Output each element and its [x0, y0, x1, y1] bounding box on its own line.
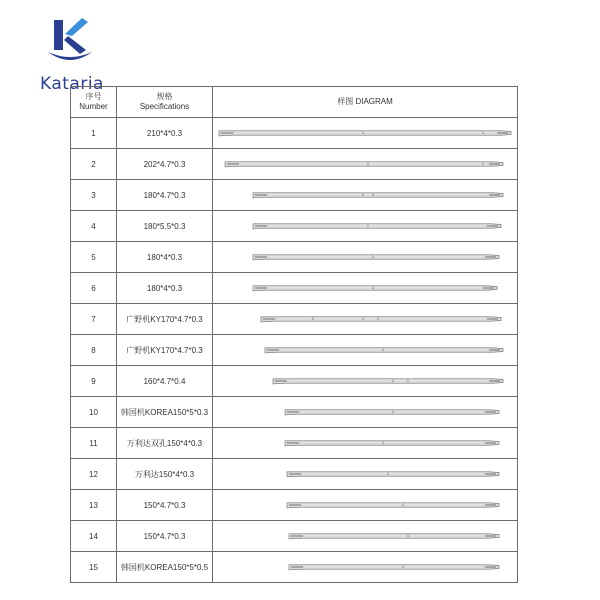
- knife-blade-drawing: [213, 521, 518, 551]
- row-specification: 180*4*0.3: [117, 273, 213, 304]
- brand-name: Kataria: [40, 74, 104, 94]
- row-diagram: [213, 552, 518, 583]
- row-diagram: [213, 149, 518, 180]
- row-number: 5: [71, 242, 117, 273]
- row-specification: 180*4*0.3: [117, 242, 213, 273]
- row-specification: 韩国机KOREA150*5*0.5: [117, 552, 213, 583]
- blade-body: [289, 534, 499, 539]
- row-number: 3: [71, 180, 117, 211]
- blade-body: [219, 131, 511, 136]
- table-row: [71, 180, 518, 211]
- row-diagram: [213, 211, 518, 242]
- row-specification: 150*4.7*0.3: [117, 521, 213, 552]
- table-row: [71, 335, 518, 366]
- knife-blade-drawing: [213, 459, 518, 489]
- row-specification: 万利达双孔150*4*0.3: [117, 428, 213, 459]
- row-diagram: [213, 118, 518, 149]
- blade-body: [287, 472, 499, 477]
- row-specification: 万利达150*4*0.3: [117, 459, 213, 490]
- table-row: [71, 428, 518, 459]
- row-diagram: [213, 366, 518, 397]
- specification-table: [70, 86, 518, 583]
- table-row: [71, 552, 518, 583]
- row-number: 13: [71, 490, 117, 521]
- blade-body: [253, 224, 501, 229]
- blade-body: [273, 379, 503, 384]
- knife-blade-drawing: [213, 273, 518, 303]
- row-number: 14: [71, 521, 117, 552]
- table-row: [71, 304, 518, 335]
- row-diagram: [213, 397, 518, 428]
- table-row: [71, 521, 518, 552]
- knife-blade-drawing: [213, 366, 518, 396]
- row-number: 6: [71, 273, 117, 304]
- row-number: 15: [71, 552, 117, 583]
- knife-blade-drawing: [213, 118, 518, 148]
- row-specification: 180*4.7*0.3: [117, 180, 213, 211]
- row-diagram: [213, 459, 518, 490]
- knife-blade-drawing: [213, 304, 518, 334]
- row-diagram: [213, 242, 518, 273]
- table-row: [71, 366, 518, 397]
- row-number: 10: [71, 397, 117, 428]
- knife-blade-drawing: [213, 149, 518, 179]
- kataria-logo-icon: [44, 14, 96, 66]
- row-specification: 180*5.5*0.3: [117, 211, 213, 242]
- row-specification: 202*4.7*0.3: [117, 149, 213, 180]
- table-row: [71, 397, 518, 428]
- header-specifications: [117, 87, 213, 118]
- row-specification: 160*4.7*0.4: [117, 366, 213, 397]
- row-diagram: [213, 273, 518, 304]
- row-diagram: [213, 428, 518, 459]
- blade-body: [285, 441, 499, 446]
- blade-body: [253, 193, 503, 198]
- header-spec-en: Specifications: [139, 102, 190, 111]
- table-row: [71, 490, 518, 521]
- row-specification: 韩国机KOREA150*5*0.3: [117, 397, 213, 428]
- blade-body: [287, 503, 499, 508]
- row-diagram: [213, 490, 518, 521]
- header-number: [71, 87, 117, 118]
- knife-blade-drawing: [213, 335, 518, 365]
- blade-body: [285, 410, 499, 415]
- row-number: 12: [71, 459, 117, 490]
- row-number: 4: [71, 211, 117, 242]
- header-number-en: Number: [79, 102, 108, 111]
- row-number: 9: [71, 366, 117, 397]
- header-spec-cn: 规格: [156, 92, 173, 101]
- table-row: [71, 242, 518, 273]
- row-number: 11: [71, 428, 117, 459]
- row-specification: 150*4.7*0.3: [117, 490, 213, 521]
- row-number: 2: [71, 149, 117, 180]
- knife-blade-drawing: [213, 552, 518, 582]
- table-row: [71, 459, 518, 490]
- row-number: 7: [71, 304, 117, 335]
- table-row: [71, 149, 518, 180]
- knife-blade-drawing: [213, 242, 518, 272]
- knife-blade-drawing: [213, 490, 518, 520]
- blade-body: [253, 286, 497, 291]
- row-specification: 广野机KY170*4.7*0.3: [117, 335, 213, 366]
- row-diagram: [213, 180, 518, 211]
- knife-blade-drawing: [213, 180, 518, 210]
- header-number-cn: 序号: [85, 92, 102, 101]
- table-row: [71, 273, 518, 304]
- row-diagram: [213, 304, 518, 335]
- blade-body: [289, 565, 499, 570]
- row-specification: 广野机KY170*4.7*0.3: [117, 304, 213, 335]
- blade-body: [253, 255, 499, 260]
- blade-body: [261, 317, 501, 322]
- header-diagram: 样图 DIAGRAM: [213, 87, 518, 118]
- row-number: 8: [71, 335, 117, 366]
- row-number: 1: [71, 118, 117, 149]
- blade-body: [225, 162, 503, 167]
- knife-blade-drawing: [213, 397, 518, 427]
- row-diagram: [213, 335, 518, 366]
- knife-blade-drawing: [213, 211, 518, 241]
- table-header-row: [71, 87, 518, 118]
- row-diagram: [213, 521, 518, 552]
- knife-blade-drawing: [213, 428, 518, 458]
- blade-body: [265, 348, 503, 353]
- table-row: [71, 118, 518, 149]
- table-row: [71, 211, 518, 242]
- row-specification: 210*4*0.3: [117, 118, 213, 149]
